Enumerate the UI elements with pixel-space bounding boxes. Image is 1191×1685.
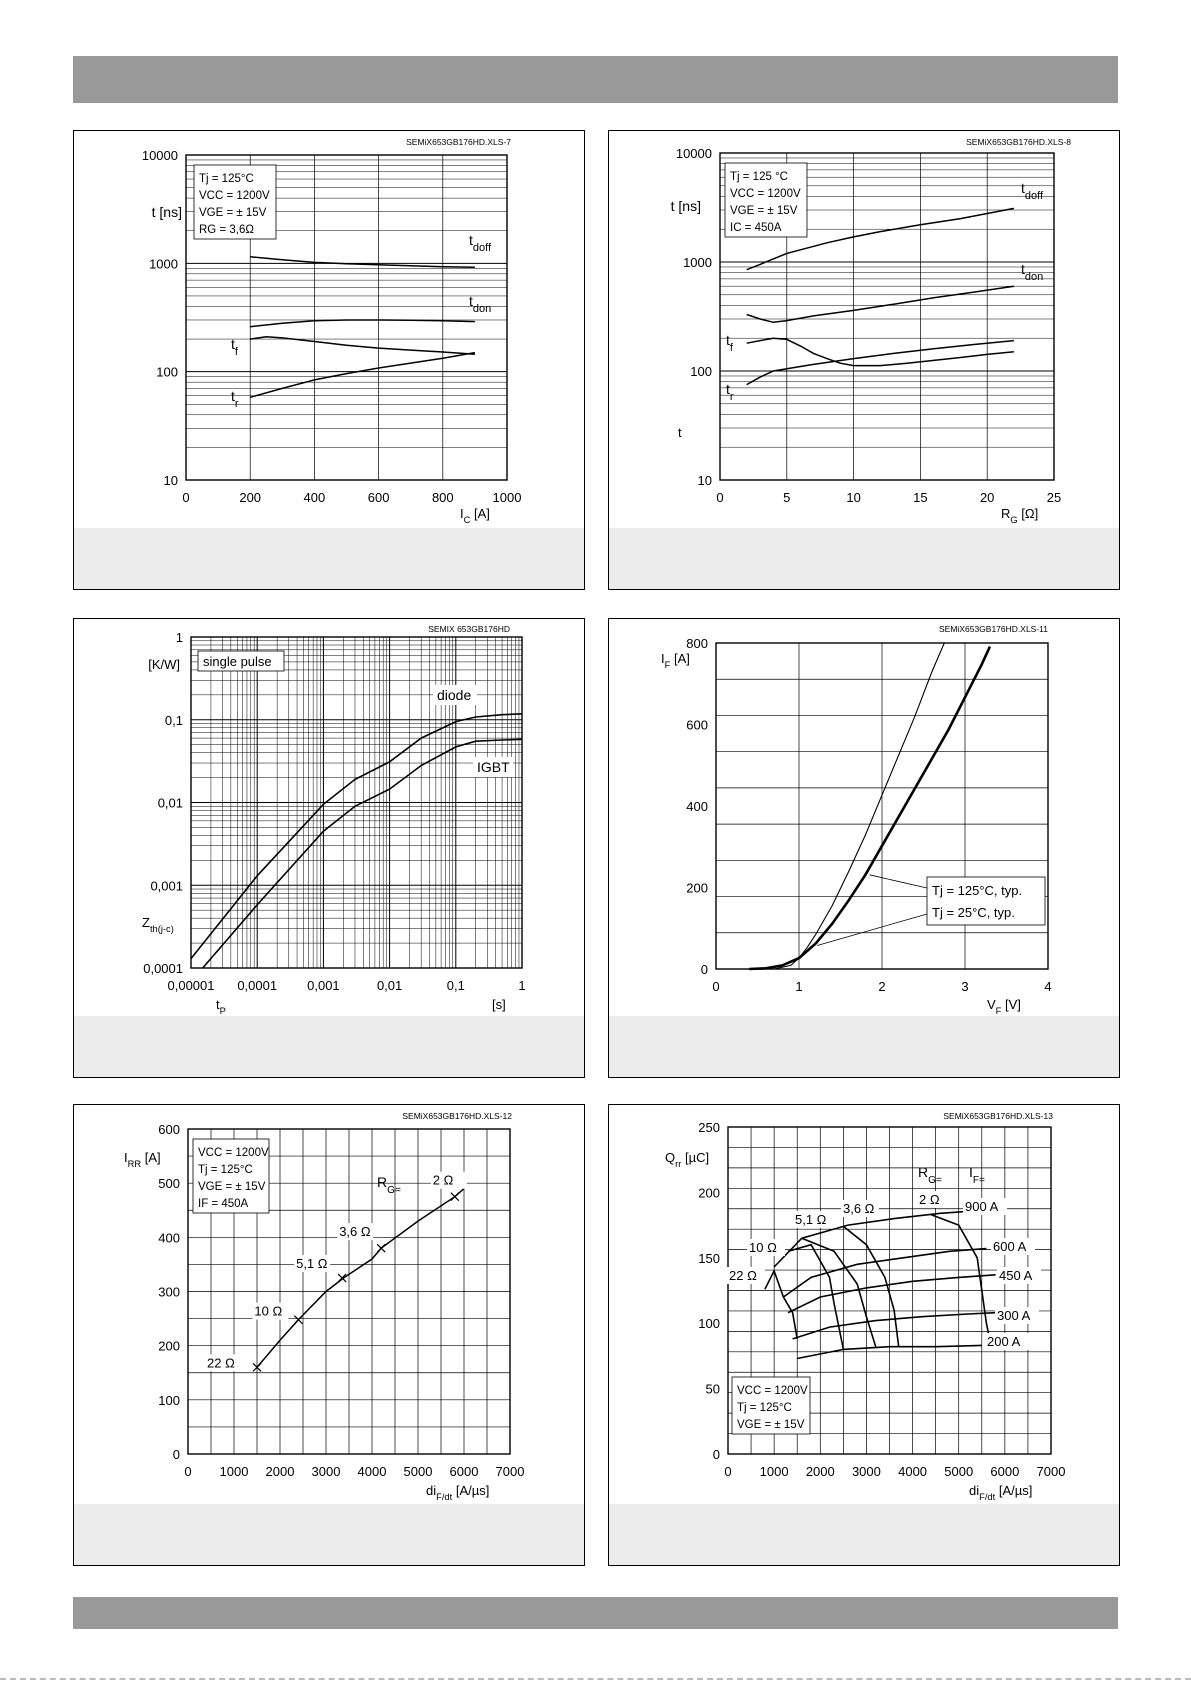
if-label: 300 A bbox=[997, 1308, 1031, 1323]
if-series-line bbox=[788, 1275, 996, 1313]
condition-label: IC = 450A bbox=[730, 222, 782, 234]
y-axis-label: $I_{RR}$ [A] bbox=[124, 1150, 161, 1169]
x-tick-label: 0,1 bbox=[446, 978, 465, 993]
x-tick-label: 2000 bbox=[805, 1464, 835, 1479]
x-tick-label: 4 bbox=[1044, 979, 1052, 994]
y-tick-label: 0,0001 bbox=[143, 961, 183, 976]
chart-ref: SEMiX653GB176HD.XLS-7 bbox=[406, 137, 511, 147]
x-tick-label: 0 bbox=[184, 1464, 192, 1479]
data-marker bbox=[294, 1316, 302, 1324]
condition-label: IF = 450A bbox=[198, 1198, 249, 1210]
y-tick-label: 10000 bbox=[675, 146, 712, 161]
axis-letter: t bbox=[678, 425, 682, 440]
chart-ref: SEMIX 653GB176HD bbox=[428, 624, 510, 634]
x-tick-label: 5000 bbox=[403, 1464, 433, 1479]
series-label: $t_r$ bbox=[726, 381, 734, 403]
x-axis-label: $t_P$ bbox=[216, 997, 226, 1016]
y-tick-label: 400 bbox=[158, 1230, 180, 1246]
x-tick-label: 7000 bbox=[495, 1464, 525, 1479]
chart-ref: SEMiX653GB176HD.XLS-8 bbox=[966, 137, 1071, 147]
series-label: $t_{doff}$ bbox=[469, 232, 492, 254]
condition-label: VGE = ± 15V bbox=[199, 207, 267, 219]
chart-panel-4 bbox=[608, 618, 1120, 1078]
x-tick-label: 1000 bbox=[219, 1464, 249, 1479]
chart-rg-switching-times bbox=[609, 131, 1119, 589]
x-tick-label: 6000 bbox=[990, 1464, 1020, 1479]
if-label: 900 A bbox=[965, 1199, 999, 1214]
x-tick-label: 600 bbox=[367, 490, 390, 505]
y-tick-label: 0 bbox=[700, 962, 708, 977]
condition-label: VCC = 1200V bbox=[730, 188, 801, 200]
y-tick-label: 400 bbox=[686, 799, 708, 814]
condition-label: Tj = 125°C bbox=[737, 1402, 792, 1414]
chart-diode-forward bbox=[609, 619, 1119, 1077]
y-tick-label: 50 bbox=[705, 1381, 720, 1397]
x-tick-label: 2000 bbox=[265, 1464, 295, 1479]
caption-area bbox=[74, 1016, 584, 1077]
y-tick-label: 0 bbox=[172, 1447, 180, 1462]
chart-panel-6 bbox=[608, 1104, 1120, 1566]
condition-label: Tj = 125°C bbox=[199, 173, 254, 185]
x-tick-label: 3000 bbox=[851, 1464, 881, 1479]
if-label: 200 A bbox=[987, 1334, 1021, 1349]
if-label: 600 A bbox=[993, 1239, 1027, 1254]
y-tick-label: 200 bbox=[158, 1338, 180, 1354]
x-tick-label: 0,001 bbox=[307, 978, 340, 993]
caption-area bbox=[609, 1016, 1119, 1077]
y-tick-label: 100 bbox=[690, 364, 712, 379]
annotation-label: single pulse bbox=[203, 654, 272, 669]
rg-series-line bbox=[765, 1271, 797, 1339]
series-label: $t_{don}$ bbox=[1021, 261, 1044, 283]
chart-panel-3 bbox=[73, 618, 585, 1078]
chart-panel-2 bbox=[608, 130, 1120, 590]
x-tick-label: 25 bbox=[1046, 490, 1062, 505]
x-axis-label: $di_{F/dt}$ [A/µs] bbox=[969, 1483, 1033, 1502]
condition-label: Tj = 125 °C bbox=[730, 171, 788, 183]
marker-label: 3,6 Ω bbox=[339, 1224, 371, 1240]
x-tick-label: 1000 bbox=[492, 490, 522, 505]
rg-label: 5,1 Ω bbox=[795, 1212, 827, 1227]
x-tick-label: 400 bbox=[303, 490, 326, 505]
x-tick-label: 0 bbox=[724, 1464, 732, 1479]
rg-label: 22 Ω bbox=[729, 1268, 757, 1283]
chart-reverse-recovery-current bbox=[74, 1105, 584, 1565]
series-label: $t_{doff}$ bbox=[1021, 180, 1044, 202]
data-marker bbox=[377, 1244, 385, 1252]
condition-label: Tj = 125°C bbox=[198, 1164, 253, 1176]
series-label: $t_r$ bbox=[231, 388, 239, 410]
y-tick-label: 1000 bbox=[683, 255, 712, 270]
condition-label: VCC = 1200V bbox=[199, 190, 270, 202]
y-tick-label: 250 bbox=[698, 1120, 720, 1135]
y-tick-label: 10 bbox=[163, 473, 178, 488]
y-tick-label: 0 bbox=[712, 1447, 720, 1462]
series-label: diode bbox=[437, 687, 472, 703]
series-label: $t_f$ bbox=[231, 336, 238, 358]
chart-ref: SEMiX653GB176HD.XLS-13 bbox=[943, 1111, 1053, 1121]
legend-entry: Tj = 25°C, typ. bbox=[932, 905, 1015, 920]
y-tick-label: 1000 bbox=[149, 256, 178, 272]
x-tick-label: 15 bbox=[913, 490, 928, 505]
x-axis-label: $R_G$ [Ω] bbox=[1001, 506, 1039, 525]
x-axis-label: $V_F$ [V] bbox=[987, 997, 1021, 1016]
chart-ic-switching-times bbox=[74, 131, 584, 589]
series-label: $t_f$ bbox=[726, 332, 733, 354]
series-line-tr bbox=[250, 353, 475, 398]
leader-line bbox=[870, 875, 927, 888]
x-tick-label: 7000 bbox=[1036, 1464, 1066, 1479]
series-label: $t_{don}$ bbox=[469, 293, 492, 315]
x-unit-label: [s] bbox=[492, 997, 506, 1012]
x-tick-label: 0 bbox=[716, 490, 724, 505]
y-tick-label: 100 bbox=[156, 364, 178, 380]
x-tick-label: 0 bbox=[182, 490, 190, 505]
x-tick-label: 3000 bbox=[311, 1464, 341, 1479]
page-edge bbox=[0, 1678, 1191, 1680]
chart-panel-5 bbox=[73, 1104, 585, 1566]
x-tick-label: 5 bbox=[783, 490, 791, 505]
x-tick-label: 1000 bbox=[759, 1464, 789, 1479]
y-tick-label: 0,01 bbox=[157, 795, 183, 811]
x-tick-label: 800 bbox=[431, 490, 454, 505]
condition-label: VGE = ± 15V bbox=[730, 205, 798, 217]
x-tick-label: 3 bbox=[961, 979, 969, 994]
x-tick-label: 0 bbox=[712, 979, 720, 994]
marker-label: 5,1 Ω bbox=[296, 1255, 328, 1271]
caption-area bbox=[609, 1504, 1119, 1565]
condition-label: RG = 3,6Ω bbox=[199, 224, 254, 236]
x-tick-label: 200 bbox=[239, 490, 262, 505]
chart-recovery-charge bbox=[609, 1105, 1119, 1565]
x-axis-label: $di_{F/dt}$ [A/µs] bbox=[426, 1483, 490, 1502]
series-label: IGBT bbox=[477, 759, 510, 775]
chart-panel-1 bbox=[73, 130, 585, 590]
caption-area bbox=[74, 528, 584, 589]
caption-area bbox=[609, 528, 1119, 589]
condition-label: VCC = 1200V bbox=[737, 1385, 808, 1397]
y-tick-label: 0,001 bbox=[150, 878, 183, 894]
x-tick-label: 1 bbox=[518, 978, 526, 993]
chart-ref: SEMiX653GB176HD.XLS-12 bbox=[402, 1111, 512, 1121]
marker-label: 10 Ω bbox=[254, 1303, 283, 1319]
y-tick-label: 800 bbox=[686, 636, 708, 651]
x-tick-label: 6000 bbox=[449, 1464, 479, 1479]
x-tick-label: 2 bbox=[878, 979, 886, 994]
rg-header: $R_{G=}$ bbox=[918, 1164, 942, 1186]
header-bar bbox=[73, 56, 1118, 103]
y-tick-label: 1 bbox=[175, 630, 183, 645]
series-line-irr bbox=[257, 1189, 464, 1368]
marker-label: 22 Ω bbox=[207, 1355, 235, 1371]
if-label: 450 A bbox=[999, 1268, 1033, 1283]
series-line-diode bbox=[191, 714, 522, 959]
x-tick-label: 5000 bbox=[944, 1464, 974, 1479]
if-series-line bbox=[783, 1249, 986, 1297]
y-tick-label: 100 bbox=[158, 1392, 180, 1408]
x-tick-label: 0,01 bbox=[376, 978, 403, 993]
x-tick-label: 10 bbox=[846, 490, 861, 505]
x-axis-label: $I_C$ [A] bbox=[460, 506, 490, 525]
legend-entry: Tj = 125°C, typ. bbox=[932, 883, 1023, 898]
y-axis-label: t [ns] bbox=[670, 198, 701, 214]
y-tick-label: 600 bbox=[158, 1122, 180, 1137]
rg-label: 2 Ω bbox=[919, 1192, 940, 1207]
x-tick-label: 0,00001 bbox=[167, 978, 215, 993]
series-line-tdoff bbox=[250, 257, 475, 268]
footer-bar bbox=[73, 1597, 1118, 1629]
y-axis-label: $Z_{th(j-c)}$ bbox=[142, 915, 174, 934]
data-marker bbox=[451, 1193, 459, 1201]
y-tick-label: 0,1 bbox=[164, 712, 183, 728]
rg-label: 10 Ω bbox=[749, 1240, 777, 1255]
series-line-tdon bbox=[250, 320, 475, 327]
marker-label: 2 Ω bbox=[432, 1172, 454, 1188]
condition-label: VGE = ± 15V bbox=[198, 1181, 266, 1193]
y-axis-label: $I_F$ [A] bbox=[661, 651, 690, 670]
x-tick-label: 1 bbox=[795, 979, 803, 994]
chart-thermal-impedance bbox=[74, 619, 584, 1077]
chart-ref: SEMiX653GB176HD.XLS-11 bbox=[939, 624, 1048, 634]
y-tick-label: 300 bbox=[158, 1284, 180, 1300]
y-tick-label: 500 bbox=[158, 1176, 180, 1192]
caption-area bbox=[74, 1504, 584, 1565]
y-tick-label: 10000 bbox=[141, 148, 178, 163]
series-line-25c bbox=[774, 643, 944, 969]
y-axis-label: $Q_{rr}$ [µC] bbox=[665, 1150, 710, 1169]
if-header: $I_{F=}$ bbox=[969, 1164, 985, 1186]
rg-label: $R_{G=}$ bbox=[377, 1174, 401, 1196]
condition-label: VGE = ± 15V bbox=[737, 1419, 805, 1431]
y-tick-label: 200 bbox=[698, 1185, 720, 1201]
x-tick-label: 20 bbox=[979, 490, 995, 505]
y-unit-label: [K/W] bbox=[148, 657, 180, 672]
series-line-tf bbox=[250, 337, 475, 354]
y-axis-label: t [ns] bbox=[151, 204, 182, 220]
if-series-line bbox=[793, 1313, 996, 1339]
condition-label: VCC = 1200V bbox=[198, 1147, 269, 1159]
y-tick-label: 10 bbox=[697, 473, 712, 488]
x-tick-label: 0,0001 bbox=[237, 978, 278, 993]
rg-label: 3,6 Ω bbox=[843, 1201, 875, 1216]
x-tick-label: 4000 bbox=[898, 1464, 928, 1479]
y-tick-label: 150 bbox=[698, 1250, 720, 1266]
y-tick-label: 600 bbox=[686, 717, 708, 733]
y-tick-label: 200 bbox=[686, 880, 708, 896]
y-tick-label: 100 bbox=[698, 1316, 720, 1332]
leader-line bbox=[817, 914, 927, 945]
x-tick-label: 4000 bbox=[357, 1464, 387, 1479]
